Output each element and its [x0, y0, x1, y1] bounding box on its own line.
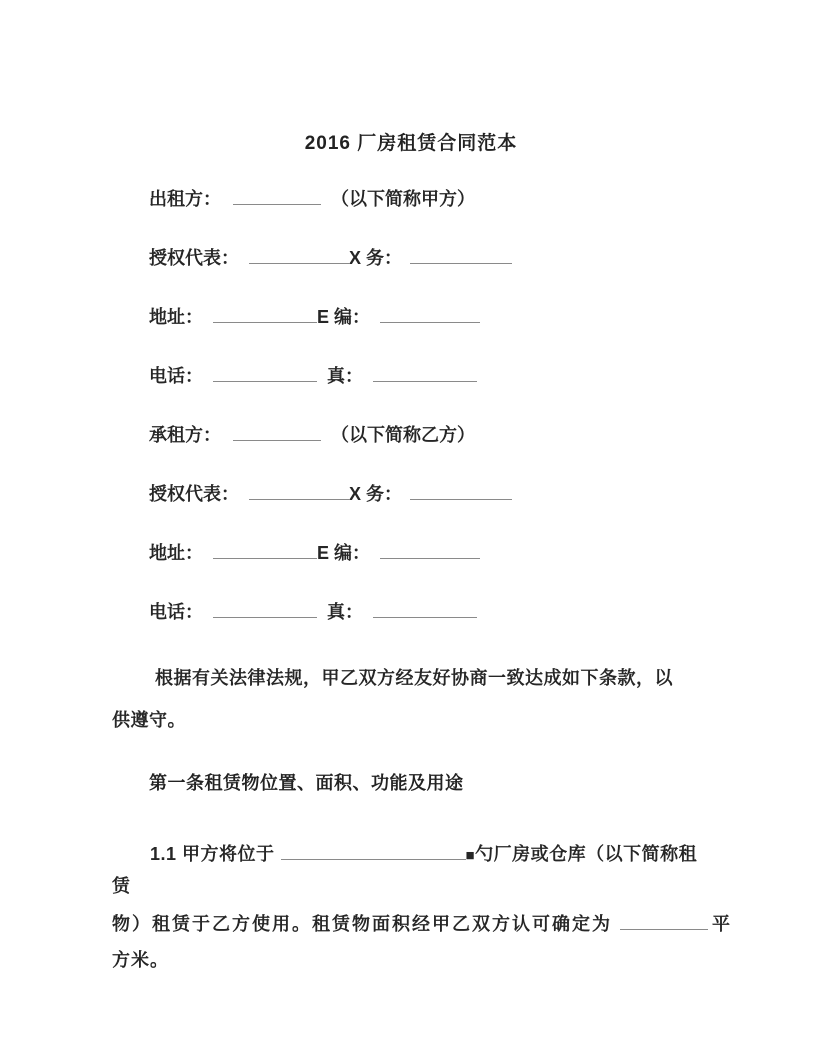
- address-a-label: 地址：: [149, 307, 203, 327]
- blank-field-lessee-name: [233, 421, 321, 441]
- blank-field-lessor-name: [233, 185, 321, 205]
- form-row-phone-a: [112, 362, 710, 388]
- blank-field-fax-b: [373, 598, 477, 618]
- document-content: [112, 131, 732, 972]
- intro-line-2: 供遵守。: [112, 710, 186, 730]
- lessor-suffix: （以下简称甲方）: [331, 189, 475, 209]
- clause-1-1-line-2: 赁: [112, 876, 130, 896]
- blank-field-fax-a: [373, 362, 477, 382]
- rep-b-label: 授权代表：: [149, 484, 239, 504]
- blank-field-phone-a: [213, 362, 317, 382]
- blank-field-postcode-a: [380, 303, 480, 323]
- clause-1-1-pre: 1.1 甲方将位于: [150, 844, 275, 864]
- clause-1-1: [112, 840, 732, 972]
- form-row-phone-b: [112, 598, 710, 624]
- black-square-glyph: ■: [465, 847, 476, 864]
- clause-1-1-line-3: [112, 910, 732, 936]
- blank-field-rep-a-title: [410, 244, 512, 264]
- address-a-mid-label: E 编：: [317, 307, 371, 327]
- phone-b-label: 电话：: [149, 602, 203, 622]
- phone-a-label: 电话：: [149, 366, 203, 386]
- blank-field-rep-b-name: [249, 480, 349, 500]
- clause-1-1-line-3-pre: 物）租赁于乙方使用。租赁物面积经甲乙双方认可确定为: [112, 914, 612, 934]
- intro-line-1: 根据有关法律法规，甲乙双方经友好协商一致达成如下条款，以: [155, 668, 673, 688]
- clause-1-1-line-4: 方米。: [112, 950, 169, 970]
- rep-a-mid-label: X 务：: [349, 248, 403, 268]
- form-row-rep-b: [112, 480, 710, 506]
- lessee-label: 承租方：: [149, 425, 221, 445]
- phone-b-mid-label: 真：: [327, 602, 363, 622]
- lessee-suffix: （以下简称乙方）: [331, 425, 475, 445]
- document-title: 2016 厂房租赁合同范本: [304, 133, 518, 154]
- blank-field-rep-b-title: [410, 480, 512, 500]
- clause-1-1-post-blank: 勺厂房或仓库（以下简称租: [475, 844, 698, 864]
- blank-field-rep-a-name: [249, 244, 349, 264]
- section-1-heading: 第一条租赁物位置、面积、功能及用途: [149, 773, 464, 793]
- blank-field-address-a: [213, 303, 317, 323]
- clause-1-1-line-1: [112, 840, 710, 868]
- form-row-rep-a: [112, 244, 710, 270]
- blank-field-phone-b: [213, 598, 317, 618]
- form-row-lessee: [112, 421, 710, 447]
- blank-field-location: [281, 840, 466, 860]
- form-row-lessor: [112, 185, 710, 211]
- rep-a-label: 授权代表：: [149, 248, 239, 268]
- blank-field-area: [620, 910, 708, 930]
- blank-field-postcode-b: [380, 539, 480, 559]
- clause-1-1-line-3-post: 平: [712, 914, 732, 934]
- phone-a-mid-label: 真：: [327, 366, 363, 386]
- form-row-address-b: [112, 539, 710, 565]
- address-b-label: 地址：: [149, 543, 203, 563]
- blank-field-address-b: [213, 539, 317, 559]
- form-row-address-a: [112, 303, 710, 329]
- intro-paragraph: [112, 657, 710, 741]
- rep-b-mid-label: X 务：: [349, 484, 403, 504]
- lessor-label: 出租方：: [149, 189, 221, 209]
- address-b-mid-label: E 编：: [317, 543, 371, 563]
